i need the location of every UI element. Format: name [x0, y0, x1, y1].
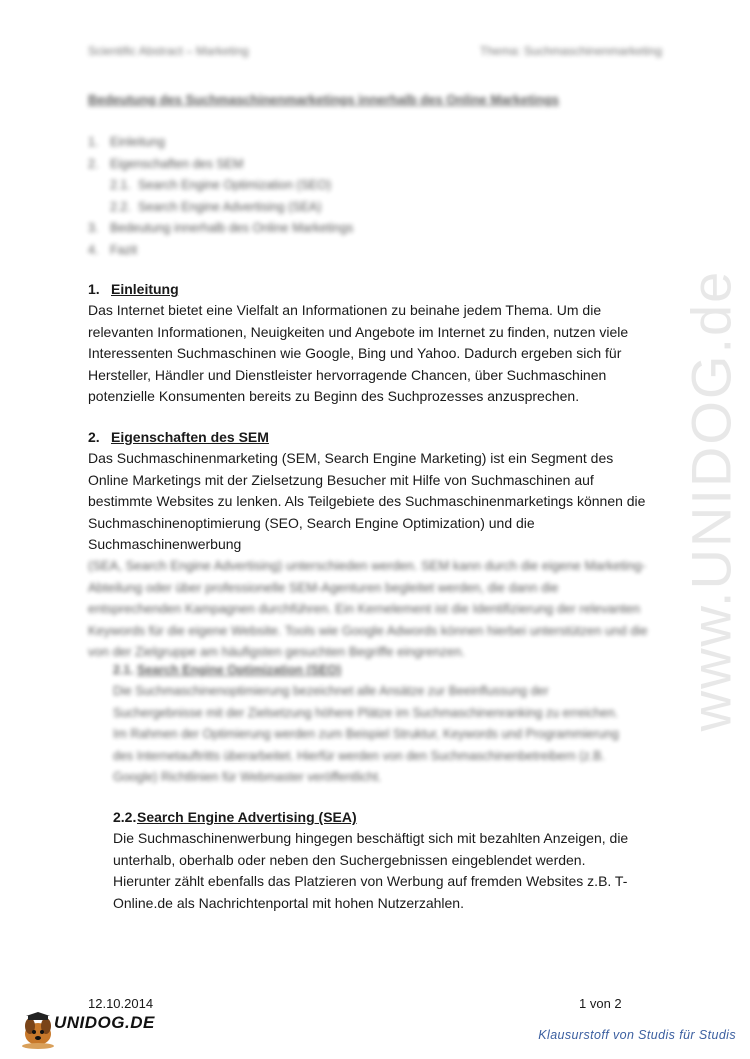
section-body-blurred: (SEA, Search Engine Advertising) unterschieden werden. SEM kann durch die eigene Marketing-Abteilung oder über professionelle SEM-Agenturen begleitet werden, die dann die entsprechenden Kampagnen durchführen. Ein Kernelement ist die Identifizierung der relevanten Keywords für die eigene Website. Tools wie Google Adwords können hierbei unterstützen und die von der Zielgruppe am häufigsten gesuchten Begriffe eingrenzen. [88, 558, 648, 660]
section-body: Das Internet bietet eine Vielfalt an Informationen zu beinahe jedem Thema. Um die relevanten Informationen, Neuigkeiten und Angebote im Internet zu finden, nutzen viele Interessenten Suchmaschinen wie Google, Bing und Yahoo. Dadurch ergeben sich für Hersteller, Händler und Dienstleister hervorragende Chancen, über Suchmaschinen potenzielle Konsumenten bereits zu Beginn des Suchprozesses anzusprechen. [88, 302, 629, 405]
subsection-seo [113, 660, 633, 788]
section-heading: 1. Einleitung [88, 281, 179, 297]
section-body: Das Suchmaschinenmarketing (SEM, Search Engine Marketing) ist ein Segment des Online Marketings mit der Zielsetzung Besucher mit Hilfe von Suchmaschinen auf bestimmte Websites zu lenken. Als Teilgebiete des Suchmaschinenmarketings können die Suchmaschinenoptimierung (SEO, Search Engine Optimization) und die Suchmaschinenwerbung [88, 450, 646, 553]
watermark: www.UNIDOG.de [679, 269, 743, 731]
section-eigenschaften-sem [88, 427, 648, 662]
subsection-body: Die Suchmaschinenwerbung hingegen beschäftigt sich mit bezahlten Anzeigen, die unterhalb, oberhalb oder neben den Suchergebnissen eingeblendet werden. Hierunter zählt ebenfalls das Platzieren von Werbung auf fremden Websites z.B. T-Online.de als Nachrichtenportal mit hohen Nutzerzahlen. [113, 830, 629, 911]
subsection-sea [113, 807, 633, 914]
subsection-body: Die Suchmaschinenoptimierung bezeichnet alle Ansätze zur Beeinflussung der Suchergebnisse mit der Zielsetzung höhere Plätze im Suchmaschinenranking zu erreichen. Im Rahmen der Optimierung werden zum Beispiel Struktur, Keywords und Programmierung des Internetauftritts überarbeitet. Hierfür werden von den Suchmaschinenbetreibern (z.B. Google) Richtlinien für Webmaster veröffentlicht. [113, 684, 619, 785]
header-left: Scientific Abstract – Marketing [88, 44, 249, 58]
toc-item: 4. Fazit [88, 242, 138, 257]
toc-item: 2. Eigenschaften des SEM [88, 156, 244, 171]
toc-item: 1. Einleitung [88, 135, 165, 149]
footer-date: 12.10.2014 [88, 996, 154, 1011]
toc-item: 2.2. Search Engine Advertising (SEA) [110, 199, 322, 214]
subsection-heading: 2.2.Search Engine Advertising (SEA) [113, 809, 357, 825]
section-einleitung [88, 279, 648, 407]
footer-page-number: 1 von 2 [579, 996, 622, 1011]
toc-item: 2.1. Search Engine Optimization (SEO) [110, 178, 332, 192]
toc-item: 3. Bedeutung innerhalb des Online Marketings [88, 221, 354, 235]
subsection-heading: 2.1. Search Engine Optimization (SEO) [113, 663, 342, 677]
table-of-contents [88, 132, 353, 261]
section-heading: 2. Eigenschaften des SEM [88, 429, 269, 445]
document-title: Bedeutung des Suchmaschinenmarketings innerhalb des Online Marketings [88, 92, 559, 107]
footer-tagline: Klausurstoff von Studis für Studis [538, 1028, 736, 1042]
header-right: Thema: Suchmaschinenmarketing [479, 44, 662, 58]
logo-text: UNIDOG.DE [54, 1013, 155, 1032]
